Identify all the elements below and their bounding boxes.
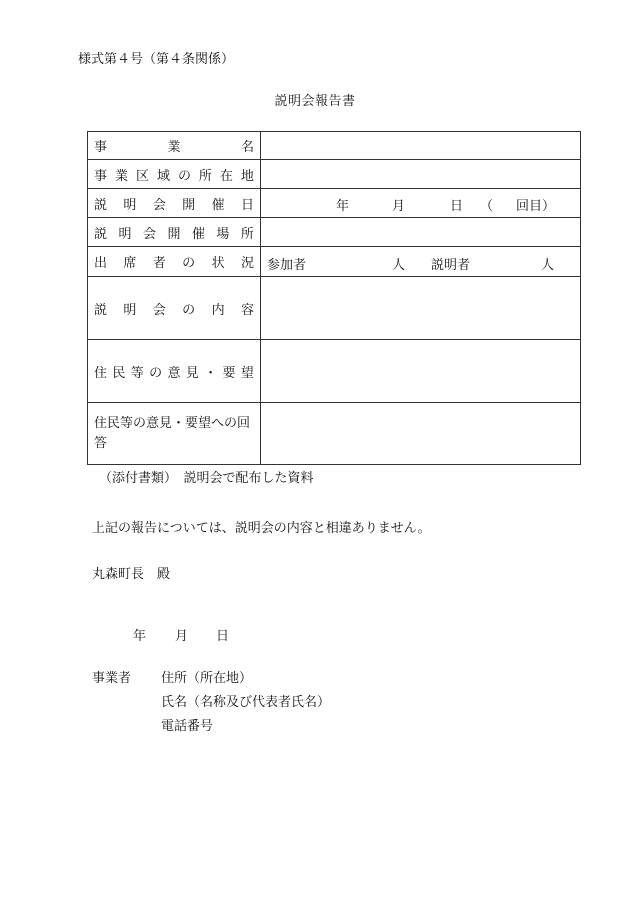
label-char: 意 bbox=[167, 365, 181, 381]
label-char: 明 bbox=[118, 226, 132, 242]
value-attendance[interactable] bbox=[261, 247, 581, 277]
value-meeting-venue[interactable] bbox=[261, 218, 581, 247]
table-row-meeting-venue bbox=[88, 218, 581, 247]
date-open-paren: （ bbox=[480, 199, 494, 214]
label-char: 席 bbox=[123, 256, 137, 271]
label-char: 者 bbox=[152, 256, 166, 271]
applicant-address-field: 住所（所在地） bbox=[161, 671, 253, 686]
label-char: 要 bbox=[222, 365, 236, 381]
date-day-label: 日 bbox=[450, 199, 464, 214]
label-char: 事 bbox=[94, 168, 108, 184]
applicant-phone-field: 電話番号 bbox=[161, 719, 214, 734]
date-year-label: 年 bbox=[336, 199, 350, 214]
label-char: 等 bbox=[130, 365, 144, 381]
label-char: 会 bbox=[142, 226, 156, 242]
value-project-name[interactable] bbox=[261, 132, 581, 160]
date-month-label: 月 bbox=[392, 199, 406, 214]
label-char: 事 bbox=[94, 140, 108, 155]
label-char: 会 bbox=[152, 197, 166, 213]
label-char: 説 bbox=[94, 226, 108, 242]
confirmation-statement: 上記の報告については、説明会の内容と相違ありません。 bbox=[92, 521, 431, 536]
participants-unit: 人 bbox=[392, 257, 406, 273]
participants-label: 参加者 bbox=[267, 257, 307, 273]
attachment-note: （添付書類） 説明会で配布した資料 bbox=[99, 471, 314, 486]
presenters-unit: 人 bbox=[541, 257, 555, 273]
label-meeting-date bbox=[88, 189, 261, 218]
applicant-name-field: 氏名（名称及び代表者氏名） bbox=[161, 695, 331, 710]
label-char: 所 bbox=[240, 226, 254, 242]
label-char: 明 bbox=[123, 302, 137, 318]
label-response: 住民等の意見・要望への回答 bbox=[88, 403, 261, 465]
value-resident-opinions[interactable] bbox=[261, 340, 581, 403]
label-char: 業 bbox=[167, 140, 181, 155]
label-meeting-content bbox=[88, 277, 261, 340]
label-char: 出 bbox=[94, 256, 108, 271]
label-char: 望 bbox=[240, 365, 254, 381]
label-char: 在 bbox=[219, 168, 233, 184]
label-char: の bbox=[182, 302, 196, 318]
label-char: 内 bbox=[211, 302, 225, 318]
label-char: 住 bbox=[94, 365, 108, 381]
label-char: 所 bbox=[198, 168, 212, 184]
label-char: 見 bbox=[185, 365, 199, 381]
table-row-project-name bbox=[88, 132, 581, 160]
table-row-meeting-date bbox=[88, 189, 581, 218]
label-char: 業 bbox=[114, 168, 128, 184]
label-char: 開 bbox=[167, 226, 181, 242]
label-char: 区 bbox=[135, 168, 149, 184]
label-char: の bbox=[177, 168, 191, 184]
table-row-response bbox=[88, 403, 581, 465]
label-char: 説 bbox=[94, 302, 108, 318]
label-char: 域 bbox=[156, 168, 170, 184]
label-char: ・ bbox=[204, 365, 218, 381]
label-char: 催 bbox=[211, 197, 225, 213]
label-char: 況 bbox=[240, 256, 254, 271]
label-resident-opinions bbox=[88, 340, 261, 403]
label-char: の bbox=[182, 256, 196, 271]
addressee: 丸森町長 殿 bbox=[92, 567, 171, 582]
value-project-location[interactable] bbox=[261, 160, 581, 189]
applicant-label: 事業者 bbox=[92, 671, 132, 686]
table-row-attendance bbox=[88, 247, 581, 277]
report-table bbox=[87, 131, 581, 465]
label-char: 容 bbox=[240, 302, 254, 318]
presenters-label: 説明者 bbox=[431, 257, 471, 273]
value-meeting-date[interactable] bbox=[261, 189, 581, 218]
label-char: 民 bbox=[112, 365, 126, 381]
label-meeting-venue bbox=[88, 218, 261, 247]
form-number: 様式第４号（第４条関係） bbox=[78, 52, 235, 67]
table-row-meeting-content bbox=[88, 277, 581, 340]
date-count-label: 回目） bbox=[516, 199, 556, 214]
label-project-location bbox=[88, 160, 261, 189]
label-char: 催 bbox=[191, 226, 205, 242]
label-char: 明 bbox=[123, 197, 137, 213]
label-char: 日 bbox=[240, 197, 254, 213]
label-char: 地 bbox=[240, 168, 254, 184]
label-char: 開 bbox=[182, 197, 196, 213]
value-response[interactable] bbox=[261, 403, 581, 465]
label-char: 名 bbox=[240, 140, 254, 155]
label-char: の bbox=[149, 365, 163, 381]
label-attendance bbox=[88, 247, 261, 277]
table-row-resident-opinions bbox=[88, 340, 581, 403]
signature-month-label: 月 bbox=[175, 629, 189, 644]
label-char: 状 bbox=[211, 256, 225, 271]
table-row-project-location bbox=[88, 160, 581, 189]
page-title: 説明会報告書 bbox=[274, 94, 356, 109]
label-char: 会 bbox=[152, 302, 166, 318]
label-char: 場 bbox=[216, 226, 230, 242]
signature-year-label: 年 bbox=[133, 629, 147, 644]
value-meeting-content[interactable] bbox=[261, 277, 581, 340]
signature-day-label: 日 bbox=[216, 629, 230, 644]
label-project-name bbox=[88, 132, 261, 160]
label-char: 説 bbox=[94, 197, 108, 213]
